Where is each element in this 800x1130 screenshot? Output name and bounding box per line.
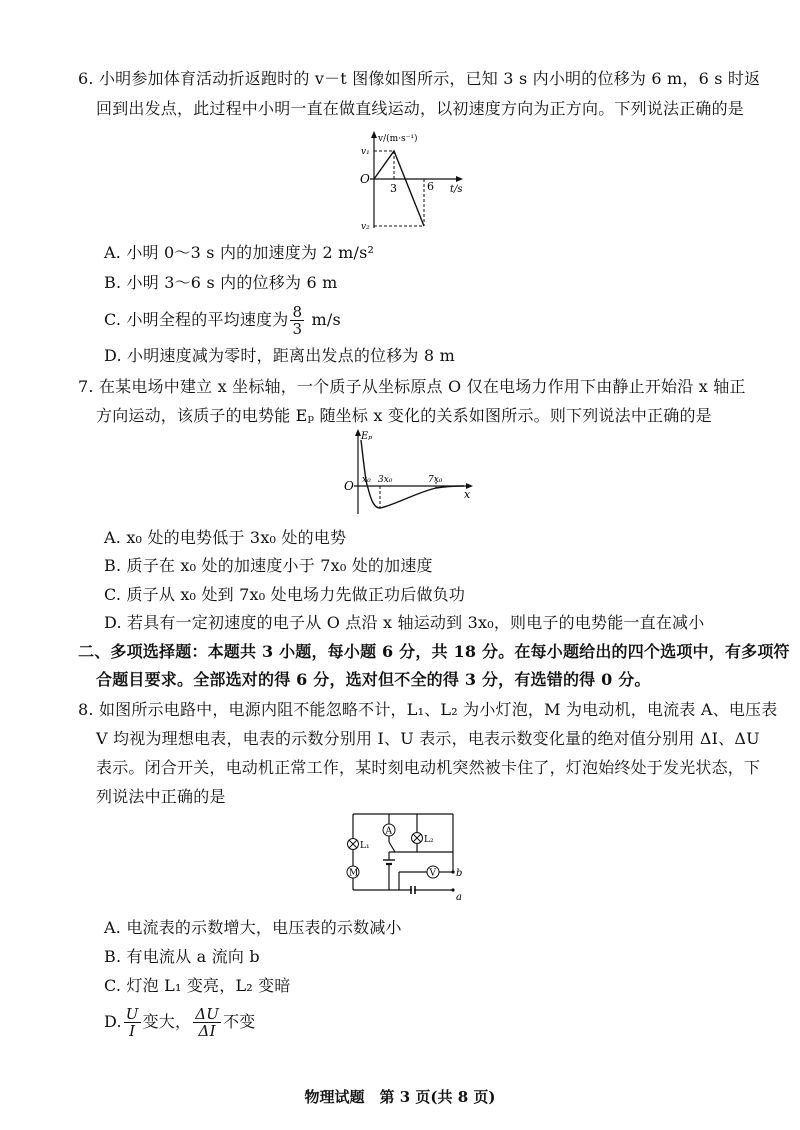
q7-ep-graph xyxy=(340,426,480,518)
q8-motor-label: M xyxy=(349,868,359,879)
q7-stem-line1: 7. 在某电场中建立 x 坐标轴，一个质子从坐标原点 O 仅在电场力作用下由静止开始沿 x 轴正 xyxy=(78,377,746,396)
q6-option-c-unit: m/s xyxy=(306,310,341,329)
q8-option-d-frac2-num: ΔU xyxy=(195,1005,220,1023)
q7-option-a[interactable]: A. x₀ 处的电势低于 3x₀ 处的电势 xyxy=(104,528,347,547)
q6-vt-graph xyxy=(352,128,472,240)
page-footer: 物理试题 第 3 页(共 8 页) xyxy=(304,1088,496,1106)
q8-stem-line2: V 均视为理想电表，电表的示数分别用 I、U 表示，电表示数变化量的绝对值分别用 ΔI、ΔU xyxy=(96,729,760,748)
q6-option-c-numerator: 8 xyxy=(292,303,303,321)
q8-voltmeter-label: V xyxy=(429,868,436,879)
q8-option-c[interactable]: C. 灯泡 L₁ 变亮，L₂ 变暗 xyxy=(104,976,291,995)
q8-option-d-suffix: 不变 xyxy=(223,1012,256,1031)
q6-origin: O xyxy=(360,172,370,186)
q8-option-a[interactable]: A. 电流表的示数增大，电压表的示数减小 xyxy=(104,918,402,937)
section2-heading-line2: 合题目要求。全部选对的得 6 分，选对但不全的得 3 分，有选错的得 0 分。 xyxy=(96,670,651,689)
q8-ammeter-label: A xyxy=(385,826,392,837)
q7-stem-line2: 方向运动，该质子的电势能 Eₚ 随坐标 x 变化的关系如图所示。则下列说法中正确的是 xyxy=(96,406,712,425)
q7-xlabel: x xyxy=(464,488,471,501)
q7-option-c[interactable]: C. 质子从 x₀ 处到 7x₀ 处电场力先做正功后做负功 xyxy=(104,585,466,604)
q6-option-c-fraction xyxy=(290,304,304,337)
q8-option-d[interactable] xyxy=(104,1000,255,1044)
q8-option-d-frac1-num: U xyxy=(125,1005,139,1023)
q8-l2-label: L₂ xyxy=(424,835,434,845)
q6-x-arrow xyxy=(456,176,463,182)
q8-option-d-fraction1 xyxy=(124,1006,141,1039)
q8-stem-line4: 列说法中正确的是 xyxy=(96,787,226,806)
q6-option-c-text: C. 小明全程的平均速度为 xyxy=(104,310,289,329)
q8-stem-line3: 表示。闭合开关，电动机正常工作，某时刻电动机突然被卡住了，灯泡始终处于发光状态，下 xyxy=(96,758,761,777)
q8-option-d-mid: 变大， xyxy=(142,1012,192,1031)
q6-vt-line xyxy=(374,151,424,226)
q7-x0-label: x₀ xyxy=(362,475,371,485)
q7-origin: O xyxy=(344,479,354,493)
q6-v1-label: v₁ xyxy=(361,147,370,157)
q8-node-b: b xyxy=(456,868,463,879)
q6-tick6: 6 xyxy=(427,180,434,193)
q8-stem-line1: 8. 如图所示电路中，电源内阻不能忽略不计，L₁、L₂ 为小灯泡，M 为电动机，电流表 A、电压表 xyxy=(78,700,778,719)
q6-stem-line1: 6. 小明参加体育活动折返跑时的 v－t 图像如图所示，已知 3 s 内小明的位移为 6 m，6 s 时返 xyxy=(78,69,761,88)
switch-icon xyxy=(389,842,395,852)
q7-option-d[interactable]: D. 若具有一定初速度的电子从 O 点沿 x 轴运动到 3x₀，则电子的电势能一直在减小 xyxy=(104,613,705,632)
q6-option-d[interactable]: D. 小明速度减为零时，距离出发点的位移为 8 m xyxy=(104,346,455,365)
section2-heading-line1: 二、多项选择题：本题共 3 小题，每小题 6 分，共 18 分。在每小题给出的四个选项中，有多项符 xyxy=(78,642,790,661)
q7-ep-curve xyxy=(361,440,464,508)
q8-option-d-frac1-den: I xyxy=(129,1022,136,1040)
q6-option-c[interactable] xyxy=(104,300,341,340)
q6-tick3: 3 xyxy=(390,182,397,195)
q6-option-a[interactable]: A. 小明 0～3 s 内的加速度为 2 m/s² xyxy=(104,243,375,262)
q6-xlabel: t/s xyxy=(450,184,463,195)
q7-3x0-label: 3x₀ xyxy=(378,475,393,485)
q6-option-c-denominator: 3 xyxy=(292,320,303,338)
q8-option-b[interactable]: B. 有电流从 a 流向 b xyxy=(104,947,260,966)
q7-ylabel: Eₚ xyxy=(361,431,373,442)
q7-option-b[interactable]: B. 质子在 x₀ 处的加速度小于 7x₀ 处的加速度 xyxy=(104,556,433,575)
q6-ylabel: v/(m·s⁻¹) xyxy=(378,134,418,144)
q7-7x0-label: 7x₀ xyxy=(428,475,443,485)
q8-circuit-diagram xyxy=(343,806,473,906)
q6-y-arrow xyxy=(371,131,377,138)
q6-option-b[interactable]: B. 小明 3～6 s 内的位移为 6 m xyxy=(104,273,338,292)
q8-option-d-fraction2 xyxy=(193,1006,221,1039)
q8-l1-label: L₁ xyxy=(360,841,370,851)
q6-stem-line2: 回到出发点，此过程中小明一直在做直线运动，以初速度方向为正方向。下列说法正确的是 xyxy=(96,99,745,118)
q8-node-a: a xyxy=(456,892,462,903)
q6-v2-label: v₂ xyxy=(361,222,370,232)
q8-option-d-prefix: D. xyxy=(104,1012,122,1031)
q8-option-d-frac2-den: ΔI xyxy=(198,1022,216,1040)
